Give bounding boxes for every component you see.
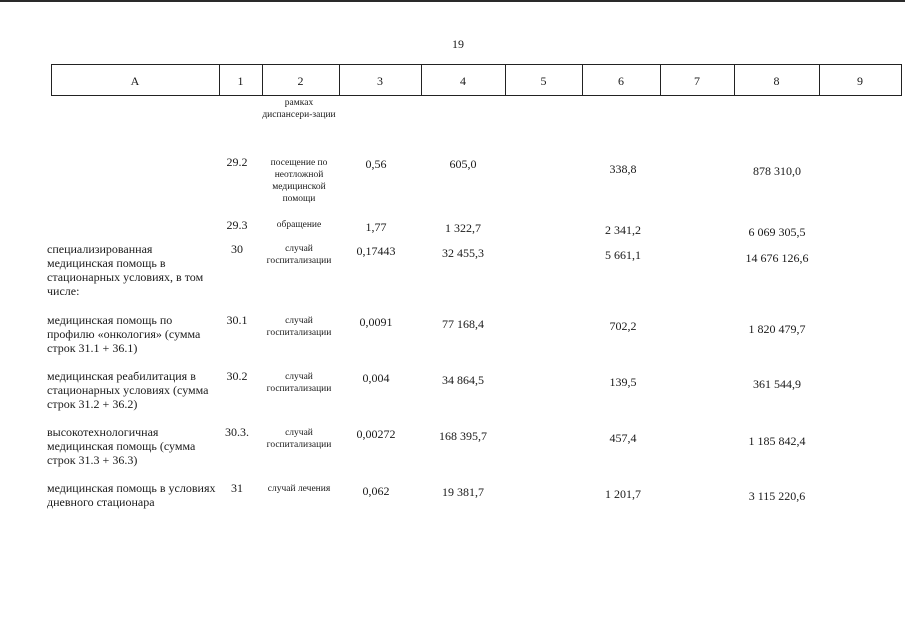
row-value-6: 2 341,2 <box>605 223 641 237</box>
continued-unit-text: рамках диспансери-зации <box>262 98 336 120</box>
row-value-6: 702,2 <box>609 319 637 333</box>
row-unit: обращение <box>276 220 322 230</box>
row-name: медицинская помощь по профилю «онкология» (сумма строк 31.1 + 36.1) <box>47 313 201 355</box>
row-value-3: 0,004 <box>362 371 390 385</box>
col-header-3: 3 <box>377 74 383 88</box>
row-code: 30 <box>231 242 243 256</box>
header-bottom-line <box>51 95 902 96</box>
row-value-3: 0,17443 <box>356 244 396 258</box>
row-unit: случай лечения <box>267 484 331 494</box>
row-value-8: 1 185 842,4 <box>748 434 806 448</box>
header-top-line <box>51 64 902 65</box>
row-code: 29.2 <box>226 155 248 169</box>
row-value-3: 0,00272 <box>356 427 396 441</box>
row-value-8: 361 544,9 <box>753 377 801 391</box>
row-code: 30.2 <box>226 369 248 383</box>
row-unit: случай госпитализации <box>266 372 332 394</box>
col-header-2: 2 <box>297 74 304 88</box>
row-value-6: 139,5 <box>609 375 637 389</box>
row-value-8: 6 069 305,5 <box>748 225 806 239</box>
row-value-4: 32 455,3 <box>442 246 484 260</box>
row-value-6: 457,4 <box>609 431 637 445</box>
row-value-3: 0,0091 <box>359 315 393 329</box>
col-divider <box>901 64 902 96</box>
col-header-9: 9 <box>857 74 863 88</box>
row-value-3: 1,77 <box>365 220 387 234</box>
row-code: 30.3. <box>225 425 249 439</box>
row-value-6: 1 201,7 <box>605 487 641 501</box>
row-value-3: 0,56 <box>365 157 387 171</box>
row-value-4: 605,0 <box>449 157 477 171</box>
row-value-8: 878 310,0 <box>753 164 801 178</box>
row-code: 31 <box>231 481 243 495</box>
row-name: медицинская реабилитация в стационарных условиях (сумма строк 31.2 + 36.2) <box>47 369 209 411</box>
row-name: медицинская помощь в условиях дневного стационара <box>47 481 216 509</box>
col-header-1: 1 <box>237 74 244 88</box>
row-value-4: 34 864,5 <box>442 373 484 387</box>
row-unit: случай госпитализации <box>266 428 332 450</box>
row-code: 29.3 <box>226 218 248 232</box>
row-name: высокотехнологичная медицинская помощь (сумма строк 31.3 + 36.3) <box>47 425 196 467</box>
row-name: специализированная медицинская помощь в стационарных условиях, в том числе: <box>47 242 204 298</box>
col-header-7: 7 <box>694 74 700 88</box>
row-value-4: 1 322,7 <box>445 221 481 235</box>
table-header <box>0 0 905 100</box>
row-value-4: 19 381,7 <box>442 485 484 499</box>
col-header-6: 6 <box>618 74 624 88</box>
row-value-8: 14 676 126,6 <box>745 251 809 265</box>
row-unit: посещение по неотложной медицинской помощи <box>270 158 328 204</box>
row-value-3: 0,062 <box>362 484 390 498</box>
row-value-4: 77 168,4 <box>442 317 484 331</box>
col-header-a: А <box>130 74 140 88</box>
col-header-4: 4 <box>460 74 466 88</box>
row-value-6: 5 661,1 <box>605 248 641 262</box>
row-code: 30.1 <box>226 313 248 327</box>
row-value-6: 338,8 <box>609 162 637 176</box>
col-header-5: 5 <box>540 74 547 88</box>
page-number: 19 <box>452 37 464 51</box>
row-unit: случай госпитализации <box>266 316 332 338</box>
row-unit: случай госпитализации <box>266 244 332 266</box>
row-value-4: 168 395,7 <box>439 429 487 443</box>
col-header-8: 8 <box>773 74 780 88</box>
row-value-8: 1 820 479,7 <box>748 322 806 336</box>
row-value-8: 3 115 220,6 <box>748 489 806 503</box>
